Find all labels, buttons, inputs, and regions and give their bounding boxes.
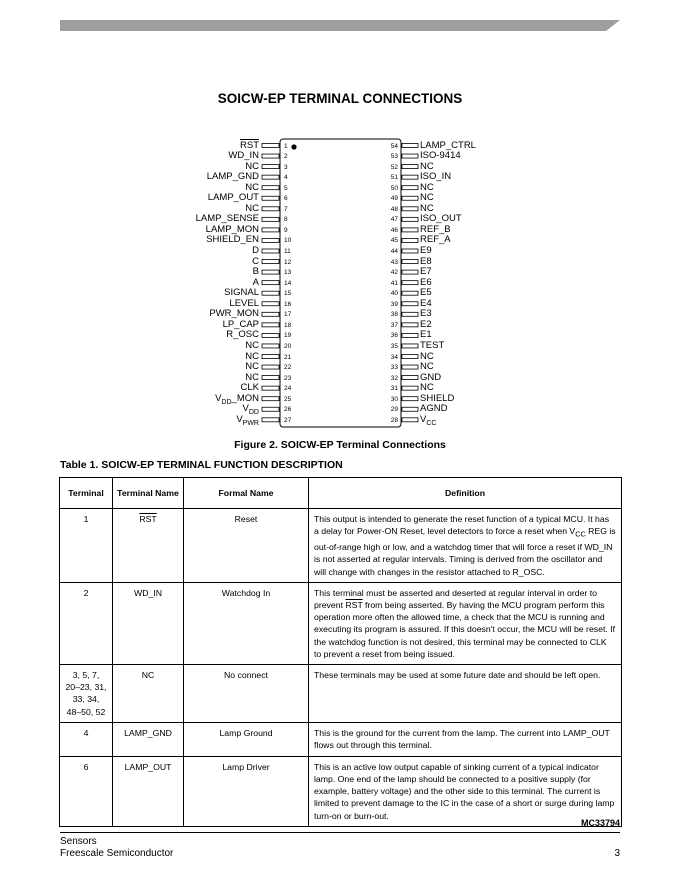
table-row bbox=[60, 756, 622, 826]
pin-number: 44 bbox=[390, 248, 398, 255]
pin-lead bbox=[262, 312, 279, 316]
pin-lead bbox=[262, 355, 279, 359]
pin-lead bbox=[262, 207, 279, 211]
pin-lead bbox=[402, 365, 418, 369]
pin-name: LP_CAP bbox=[222, 318, 259, 330]
pin-name: LAMP_SENSE bbox=[195, 213, 259, 225]
pin-name: NC bbox=[245, 181, 259, 193]
pin-label bbox=[420, 414, 436, 429]
pin-number: 37 bbox=[390, 321, 398, 329]
terminal-line: 33, 34, bbox=[72, 694, 100, 705]
pin-label bbox=[206, 234, 259, 245]
pin-label bbox=[253, 277, 259, 288]
pin-name: NC bbox=[420, 202, 434, 214]
pin-name: CLK bbox=[240, 382, 259, 394]
terminal-cell: 2 bbox=[60, 582, 113, 664]
pin-name: LAMP_MON bbox=[205, 223, 259, 235]
definition-text-cont: from being asserted. By having the MCU program perform this operation more often the allowed time, a check that the MCU is running and executing its program is assured. If this doesn't occur, the MCU will be reset. If the watchdog function is not desired, this terminal may be connected to CLK to prevent a reset from being issued. bbox=[314, 599, 616, 659]
pin-lead bbox=[402, 270, 418, 274]
terminal-line: 20–23, 31, bbox=[65, 682, 107, 693]
pin-label bbox=[420, 403, 447, 414]
pin-name: NC bbox=[420, 361, 434, 373]
pin-lead bbox=[262, 217, 279, 221]
pin-lead bbox=[262, 144, 279, 148]
pin-name: PWR_MON bbox=[209, 308, 259, 320]
pin-number: 30 bbox=[390, 395, 398, 403]
footer-rule bbox=[60, 832, 620, 833]
pin-name-subscript: CC bbox=[426, 419, 437, 427]
pin-name: E5 bbox=[420, 287, 432, 299]
pin-label bbox=[420, 182, 434, 193]
name-cell: LAMP_OUT bbox=[113, 756, 184, 826]
pin-lead bbox=[402, 312, 418, 316]
pin-number: 23 bbox=[284, 374, 292, 382]
pin-label bbox=[420, 266, 432, 277]
pin-name-subscript: DD bbox=[221, 398, 232, 406]
pin-lead bbox=[262, 238, 279, 242]
pin-name: A bbox=[252, 276, 259, 288]
pin-lead bbox=[402, 260, 418, 264]
pin-label bbox=[420, 351, 434, 362]
pin-number: 39 bbox=[390, 300, 398, 308]
pin-label bbox=[236, 414, 259, 429]
pin-name: ISO_OUT bbox=[420, 213, 462, 225]
pin-name: NC bbox=[245, 350, 259, 362]
terminal-cell: 6 bbox=[60, 756, 113, 826]
col-terminal-name: Terminal Name bbox=[113, 478, 184, 509]
pin-lead bbox=[262, 302, 279, 306]
pin-name: NC bbox=[420, 350, 434, 362]
pin-lead bbox=[402, 186, 418, 190]
pin1-marker bbox=[291, 144, 296, 149]
pin-lead bbox=[262, 376, 279, 380]
pin-label bbox=[420, 393, 454, 404]
pin-lead bbox=[402, 249, 418, 253]
pin-number: 28 bbox=[390, 416, 398, 424]
pin-number: 4 bbox=[284, 174, 288, 182]
definition-text: This output is intended to generate the reset function of a typical MCU. It has a delay for Power-ON Reset, level detectors to force a reset when V bbox=[314, 514, 610, 537]
pin-lead bbox=[262, 418, 279, 422]
pin-number: 46 bbox=[390, 226, 398, 234]
pin-name: V bbox=[215, 392, 222, 404]
pin-name: LEVEL bbox=[229, 297, 259, 309]
pin-label bbox=[420, 171, 451, 182]
pin-lead bbox=[402, 323, 418, 327]
pin-name: NC bbox=[245, 202, 259, 214]
pin-label bbox=[245, 351, 259, 362]
pin-lead bbox=[402, 144, 418, 148]
pin-number: 3 bbox=[284, 163, 288, 171]
pin-label bbox=[245, 203, 259, 214]
pin-number: 45 bbox=[390, 237, 398, 245]
formal-cell: No connect bbox=[184, 664, 309, 722]
pin-name: R_OSC bbox=[226, 329, 259, 341]
pin-name: SHIELD bbox=[420, 392, 455, 404]
pin-lead bbox=[262, 175, 279, 179]
pin-number: 7 bbox=[284, 205, 288, 213]
table-caption: Table 1. SOICW-EP TERMINAL FUNCTION DESCRIPTION bbox=[60, 459, 343, 471]
name-cell bbox=[113, 509, 184, 583]
col-definition: Definition bbox=[309, 478, 622, 509]
pin-name: TEST bbox=[420, 339, 445, 351]
pin-number: 43 bbox=[390, 258, 398, 266]
definition-overline: $\overline{RST}$ bbox=[345, 599, 363, 610]
pin-name: LAMP_CTRL bbox=[420, 139, 476, 151]
pin-label bbox=[252, 245, 259, 256]
definition-cell: These terminals may be used at some future date and should be left open. bbox=[309, 664, 622, 722]
pin-label bbox=[420, 140, 476, 151]
definition-cell bbox=[309, 509, 622, 583]
table-row bbox=[60, 582, 622, 664]
pin-lead bbox=[262, 397, 279, 401]
pin-label bbox=[420, 245, 432, 256]
pin-lead bbox=[402, 376, 418, 380]
pin-number: 52 bbox=[390, 163, 398, 171]
pin-lead bbox=[262, 196, 279, 200]
table-row bbox=[60, 664, 622, 722]
pin-lead bbox=[262, 323, 279, 327]
pin-label bbox=[196, 213, 259, 224]
pin-lead bbox=[262, 386, 279, 390]
definition-subscript: CC bbox=[575, 529, 586, 539]
pin-name: E4 bbox=[420, 297, 432, 309]
pin-name: C bbox=[252, 255, 259, 267]
pin-label bbox=[253, 266, 259, 277]
name-cell: WD_IN bbox=[113, 582, 184, 664]
pin-number: 42 bbox=[390, 269, 398, 277]
pin-lead bbox=[402, 407, 418, 411]
pin-name: E1 bbox=[420, 329, 432, 341]
pin-number: 13 bbox=[284, 269, 292, 277]
pin-name: GND bbox=[420, 371, 442, 383]
pin-label bbox=[420, 340, 444, 351]
pin-label bbox=[420, 308, 432, 319]
pin-number: 36 bbox=[390, 332, 398, 340]
pin-label bbox=[208, 192, 259, 203]
pin-number: 31 bbox=[390, 385, 398, 393]
pin-label bbox=[420, 224, 451, 235]
pin-label bbox=[245, 182, 259, 193]
pin-lead bbox=[402, 196, 418, 200]
pin-name: AGND bbox=[420, 403, 448, 415]
pin-label bbox=[229, 298, 259, 309]
pin-number: 20 bbox=[284, 342, 292, 350]
definition-text: This terminal must be asserted and deserted at regular interval in order to prevent bbox=[314, 587, 597, 610]
pin-number: 17 bbox=[284, 311, 292, 319]
pin-number: 12 bbox=[284, 258, 292, 266]
terminal-cell: 4 bbox=[60, 722, 113, 756]
terminal-cell: 1 bbox=[60, 509, 113, 583]
pin-name-suffix: _MON bbox=[231, 392, 259, 404]
pin-name: E3 bbox=[420, 308, 432, 320]
pin-number: 10 bbox=[284, 237, 292, 245]
pin-label bbox=[241, 382, 259, 393]
footer-category: Sensors bbox=[60, 836, 97, 847]
pin-label bbox=[420, 382, 434, 393]
pin-number: 40 bbox=[390, 290, 398, 298]
pin-number: 19 bbox=[284, 332, 292, 340]
pin-lead bbox=[262, 228, 279, 232]
pin-name-subscript: PWR bbox=[242, 419, 259, 427]
name-cell: NC bbox=[113, 664, 184, 722]
pin-number: 18 bbox=[284, 321, 292, 329]
pin-number: 50 bbox=[390, 184, 398, 192]
formal-cell: Lamp Driver bbox=[184, 756, 309, 826]
pin-label bbox=[420, 213, 462, 224]
pin-lead bbox=[402, 397, 418, 401]
pin-number: 26 bbox=[284, 406, 292, 414]
pin-lead bbox=[402, 281, 418, 285]
pin-label bbox=[420, 319, 432, 330]
pin-label bbox=[209, 308, 259, 319]
pin-name: E7 bbox=[420, 266, 432, 278]
pin-name: B bbox=[252, 266, 259, 278]
pin-number: 24 bbox=[284, 385, 292, 393]
pin-lead bbox=[402, 355, 418, 359]
pin-number: 29 bbox=[390, 406, 398, 414]
pin-name: REF_B bbox=[420, 223, 451, 235]
pin-label bbox=[420, 161, 434, 172]
pin-name: E6 bbox=[420, 276, 432, 288]
pin-name: NC bbox=[245, 339, 259, 351]
definition-cell: This is the ground for the current from the lamp. The current into LAMP_OUT flows out through this terminal. bbox=[309, 722, 622, 756]
pin-number: 33 bbox=[390, 364, 398, 372]
pin-lead bbox=[262, 270, 279, 274]
pin-number: 21 bbox=[284, 353, 292, 361]
pin-number: 53 bbox=[390, 153, 398, 161]
pin-label bbox=[245, 361, 259, 372]
pin-label bbox=[420, 256, 432, 267]
pin-name: NC bbox=[245, 371, 259, 383]
pin-lead bbox=[402, 302, 418, 306]
formal-cell: Watchdog In bbox=[184, 582, 309, 664]
pin-label bbox=[420, 234, 451, 245]
pin-label bbox=[420, 361, 434, 372]
definition-text-cont: REG is out-of-range high or low, and a watchdog timer that will force a reset if WD_IN is not asserted at regular intervals. Timing is derived from the oscillator and will change with changes in the resistor attached to R_OSC. bbox=[314, 526, 616, 577]
pin-label bbox=[206, 224, 259, 235]
pin-lead bbox=[402, 175, 418, 179]
pin-name: E2 bbox=[420, 318, 432, 330]
document-id: MC33794 bbox=[580, 818, 620, 828]
pin-number: 16 bbox=[284, 300, 292, 308]
page-number: 3 bbox=[614, 848, 620, 859]
pin-name: LAMP_OUT bbox=[207, 192, 259, 204]
col-terminal: Terminal bbox=[60, 478, 113, 509]
pin-label bbox=[228, 150, 259, 161]
pin-name: V bbox=[236, 413, 243, 425]
pin-number: 15 bbox=[284, 290, 292, 298]
pin-label bbox=[245, 340, 259, 351]
pin-label bbox=[420, 298, 432, 309]
pin-name: NC bbox=[245, 160, 259, 172]
page-title: SOICW-EP TERMINAL CONNECTIONS bbox=[217, 91, 463, 106]
pin-name: D bbox=[252, 245, 259, 256]
pin-name: NC bbox=[420, 181, 434, 193]
pin-lead bbox=[262, 344, 279, 348]
pin-number: 38 bbox=[390, 311, 398, 319]
pin-number: 25 bbox=[284, 395, 292, 403]
terminal-cell bbox=[60, 664, 113, 722]
pin-lead bbox=[402, 344, 418, 348]
pin-name: E8 bbox=[420, 255, 432, 267]
table-header-row bbox=[60, 478, 622, 509]
pin-number: 34 bbox=[390, 353, 398, 361]
pin-label bbox=[420, 203, 434, 214]
pin-number: 49 bbox=[390, 195, 398, 203]
definition-cell: This is an active low output capable of sinking current of a typical indicator lamp. One end of the lamp should be connected to a positive supply (for example, battery voltage) and the other side to this terminal. The current is limited to prevent damage to the IC in the case of a short or surge during lamp turn-on or burn-out. bbox=[309, 756, 622, 826]
pin-name: SIGNAL bbox=[224, 287, 259, 299]
pin-label bbox=[420, 287, 432, 298]
terminal-line: 3, 5, 7, bbox=[72, 669, 100, 680]
pin-number: 35 bbox=[390, 342, 398, 350]
pin-lead bbox=[402, 238, 418, 242]
pin-lead bbox=[402, 333, 418, 337]
pin-name: WD_IN bbox=[228, 150, 259, 162]
pin-name: LAMP_GND bbox=[206, 171, 259, 183]
pin-lead bbox=[262, 291, 279, 295]
pin-label bbox=[252, 256, 259, 267]
pin-label bbox=[224, 287, 259, 298]
pin-name: V bbox=[242, 403, 249, 415]
pin-label bbox=[207, 171, 259, 182]
pin-number: 1 bbox=[284, 142, 288, 150]
pin-lead bbox=[402, 165, 418, 169]
pin-lead bbox=[402, 207, 418, 211]
terminal-function-table bbox=[59, 477, 622, 827]
pin-number: 54 bbox=[390, 142, 398, 150]
pin-number: 32 bbox=[390, 374, 398, 382]
pin-lead bbox=[262, 154, 279, 158]
pin-number: 47 bbox=[390, 216, 398, 224]
figure-caption: Figure 2. SOICW-EP Terminal Connections bbox=[234, 439, 446, 451]
pin-lead bbox=[262, 249, 279, 253]
formal-cell: Lamp Ground bbox=[184, 722, 309, 756]
pin-name: NC bbox=[420, 382, 434, 394]
pin-lead bbox=[402, 154, 418, 158]
pin-label bbox=[420, 150, 461, 161]
pin-lead bbox=[262, 281, 279, 285]
ic-body bbox=[280, 139, 401, 427]
pin-number: 2 bbox=[284, 153, 288, 161]
pin-lead bbox=[262, 365, 279, 369]
col-formal-name: Formal Name bbox=[184, 478, 309, 509]
table-row bbox=[60, 722, 622, 756]
footer-company: Freescale Semiconductor bbox=[60, 848, 174, 859]
pin-lead bbox=[262, 165, 279, 169]
pin-name: ISO_IN bbox=[420, 171, 452, 183]
pin-number: 8 bbox=[284, 216, 288, 224]
pin-lead bbox=[402, 418, 418, 422]
pin-number: 41 bbox=[390, 279, 398, 287]
definition-cell bbox=[309, 582, 622, 664]
pin-lead bbox=[402, 291, 418, 295]
pin-name: $\overline{RST}$ bbox=[240, 139, 259, 151]
pin-label bbox=[245, 372, 259, 383]
pin-label bbox=[226, 329, 259, 340]
pin-name: REF_A bbox=[420, 234, 451, 246]
table-row bbox=[60, 509, 622, 583]
terminal-line: 48–50, 52 bbox=[66, 706, 106, 717]
pin-lead bbox=[402, 217, 418, 221]
pin-label bbox=[245, 161, 259, 172]
pin-lead bbox=[262, 407, 279, 411]
pin-label bbox=[420, 277, 432, 288]
formal-cell: Reset bbox=[184, 509, 309, 583]
pin-number: 48 bbox=[390, 205, 398, 213]
pin-label bbox=[223, 319, 259, 330]
pin-name: V bbox=[420, 413, 427, 425]
pin-number: 5 bbox=[284, 184, 288, 192]
pin-number: 6 bbox=[284, 195, 288, 203]
pin-lead bbox=[262, 333, 279, 337]
pin-label bbox=[420, 329, 432, 340]
pin-number: 22 bbox=[284, 364, 292, 372]
name-cell: LAMP_GND bbox=[113, 722, 184, 756]
pin-name: ISO-9414 bbox=[420, 150, 461, 162]
pin-name: NC bbox=[245, 361, 259, 373]
pin-number: 51 bbox=[390, 174, 398, 182]
pin-number: 14 bbox=[284, 279, 292, 287]
pin-number: 11 bbox=[284, 248, 291, 255]
pin-name: E9 bbox=[420, 245, 432, 256]
pin-label bbox=[420, 192, 434, 203]
pin-label bbox=[240, 140, 259, 151]
pin-name: NC bbox=[420, 192, 434, 204]
pin-number: 27 bbox=[284, 416, 292, 424]
pin-number: 9 bbox=[284, 226, 288, 234]
pin-lead bbox=[402, 228, 418, 232]
pin-lead bbox=[262, 186, 279, 190]
pin-name-subscript: DD bbox=[248, 409, 259, 417]
pin-name: SHIELD_EN bbox=[206, 234, 259, 246]
pin-lead bbox=[262, 260, 279, 264]
pin-name: NC bbox=[420, 160, 434, 172]
name-text: $\overline{RST}$ bbox=[139, 514, 157, 524]
pin-label bbox=[420, 372, 441, 383]
pin-lead bbox=[402, 386, 418, 390]
